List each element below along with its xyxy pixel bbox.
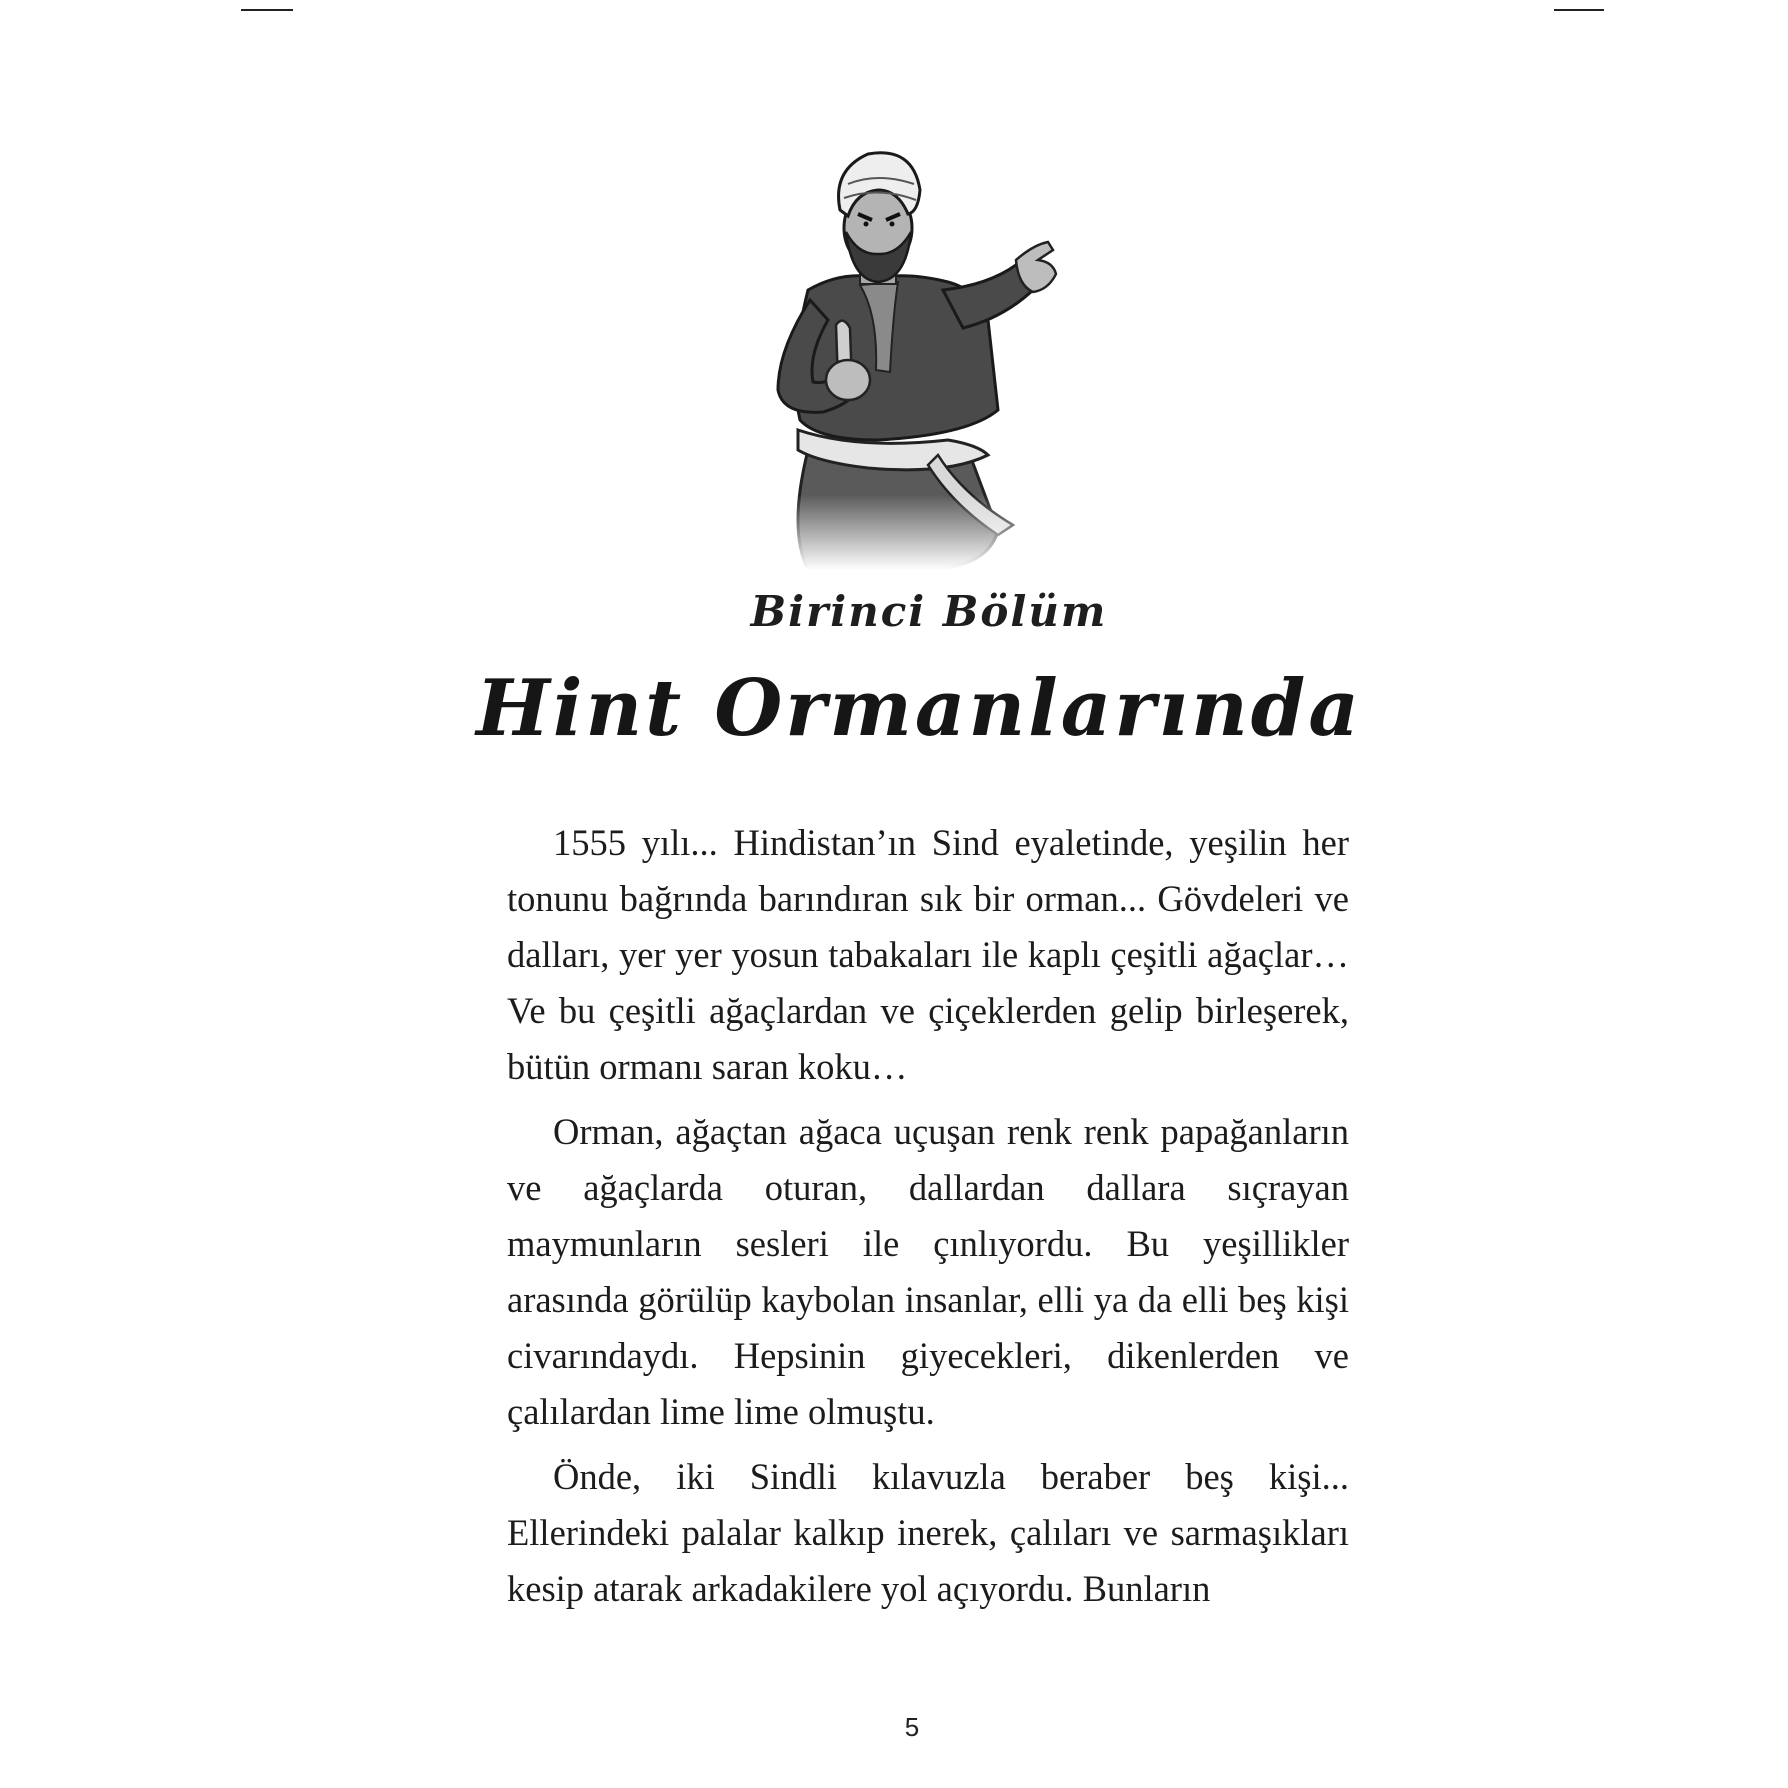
chapter-illustration (748, 150, 1088, 570)
body-text (507, 815, 1349, 1626)
paragraph: 1555 yılı... Hindistan’ın Sind eyaletinde, yeşilin her tonunu bağrında barındıran sık bir orman... Gövdeleri ve dalları, yer yer yosun tabakaları ile kaplı çeşitli ağaçlar… Ve bu çeşitli ağaçlardan ve çiçeklerden gelip birleşerek, bütün ormanı saran koku… (507, 822, 1349, 1087)
chapter-title: Hint Ormanlarında (476, 663, 1362, 754)
paragraph: Orman, ağaçtan ağaca uçuşan renk renk papağanların ve ağaçlarda oturan, dallardan dallara sıçrayan maymunların sesleri ile çınlıyordu. Bu yeşillikler arasında görülüp kaybolan insanlar, elli ya da elli beş kişi civarındaydı. Hepsinin giyecekleri, dikenlerden ve çalılardan lime lime olmuştu. (507, 1111, 1349, 1432)
crop-mark-right (1554, 9, 1604, 11)
page-number: 5 (904, 1712, 920, 1742)
chapter-label: Birinci Bölüm (750, 587, 1108, 636)
paragraph: Önde, iki Sindli kılavuzla beraber beş kişi... Ellerindeki palalar kalkıp inerek, çalıları ve sarmaşıkları kesip atarak arkadakilere yol açıyordu. Bunların (507, 1456, 1349, 1609)
crop-mark-left (241, 9, 293, 11)
